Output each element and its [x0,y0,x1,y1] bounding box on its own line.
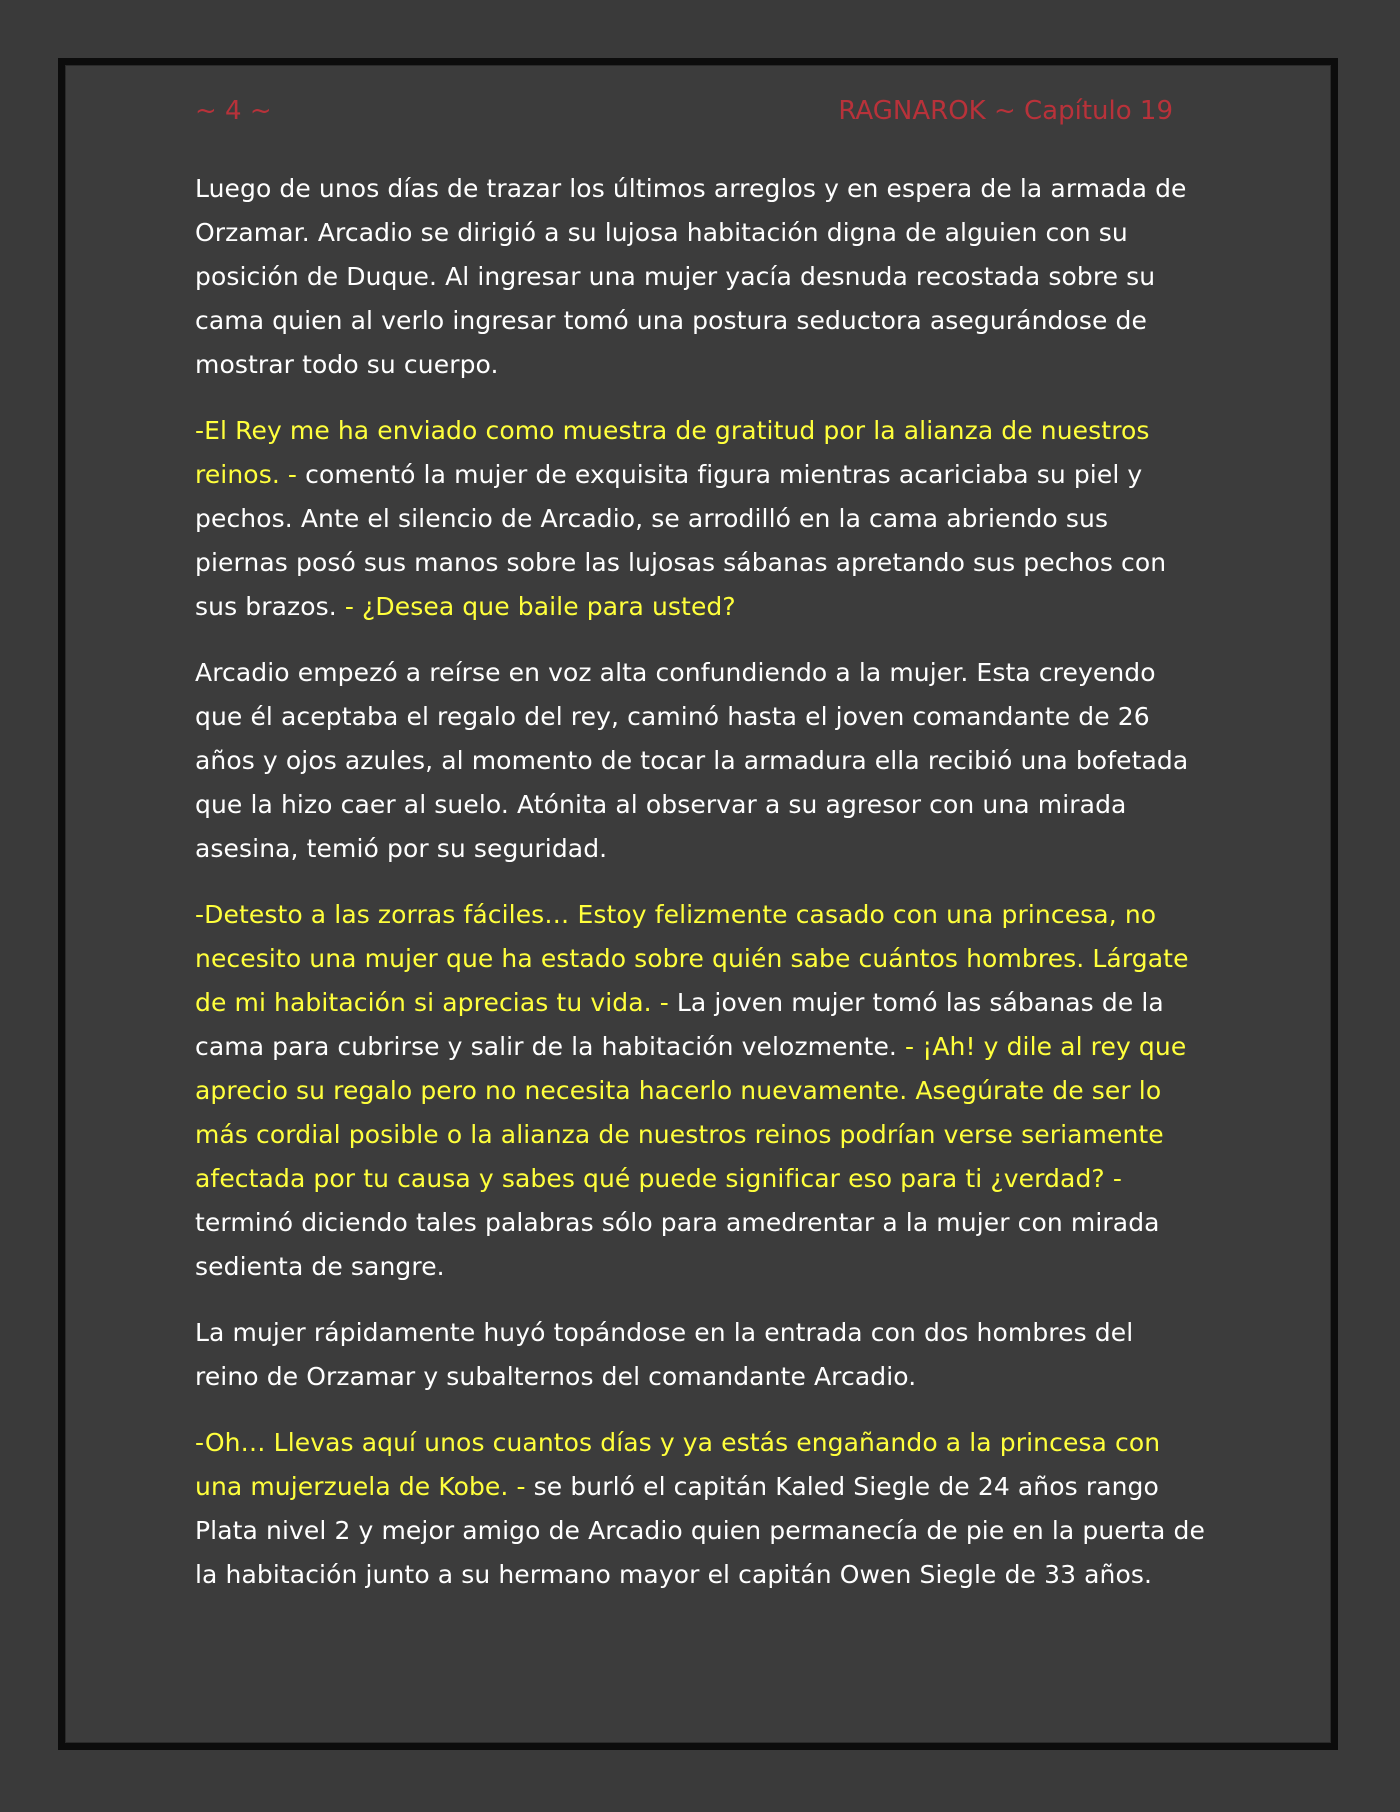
narration: La joven mujer tomó las sábanas de la cama para cubrirse y salir de la habitación velozmente. [195,988,1164,1061]
dialogue: -El Rey me ha enviado como muestra de gratitud por la alianza de nuestros reinos. - [195,416,1150,489]
book-page [58,58,1338,1750]
running-title: RAGNAROK ~ Capítulo 19 [838,96,1173,126]
narration: Luego de unos días de trazar los últimos arreglos y en espera de la armada de Orzamar. Arcadio se dirigió a su lujosa habitación digna de alguien con su posición de Duque. Al ingresar una mujer yacía desnuda recostada sobre su cama quien al verlo ingresar tomó una postura seductora asegurándose de mostrar todo su cuerpo. [195,174,1187,379]
paragraph [195,1421,1205,1597]
paragraph [195,651,1205,871]
page-header [65,93,1331,129]
dialogue: -Oh… Llevas aquí unos cuantos días y ya estás engañando a la princesa con una mujerzuela de Kobe. - [195,1428,1161,1501]
narration: terminó diciendo tales palabras sólo para amedrentar a la mujer con mirada sedienta de sangre. [195,1208,1160,1281]
page-number: ~ 4 ~ [195,96,272,126]
narration: La mujer rápidamente huyó topándose en la entrada con dos hombres del reino de Orzamar y subalternos del comandante Arcadio. [195,1318,1134,1391]
dialogue: - ¡Ah! y dile al rey que aprecio su regalo pero no necesita hacerlo nuevamente. Asegúrate de ser lo más cordial posible o la alianza de nuestros reinos podrían verse seriamente afectada por tu causa y sabes qué puede significar eso para ti ¿verdad? - [195,1032,1187,1193]
narration: Arcadio empezó a reírse en voz alta confundiendo a la mujer. Esta creyendo que él aceptaba el regalo del rey, caminó hasta el joven comandante de 26 años y ojos azules, al momento de tocar la armadura ella recibió una bofetada que la hizo caer al suelo. Atónita al observar a su agresor con una mirada asesina, temió por su seguridad. [195,658,1189,863]
paragraph [195,167,1205,387]
narration: se burló el capitán Kaled Siegle de 24 años rango Plata nivel 2 y mejor amigo de Arcadio quien permanecía de pie en la puerta de la habitación junto a su hermano mayor el capitán Owen Siegle de 33 años. [195,1472,1205,1589]
paragraph [195,409,1205,629]
narration: comentó la mujer de exquisita figura mientras acariciaba su piel y pechos. Ante el silencio de Arcadio, se arrodilló en la cama abriendo sus piernas posó sus manos sobre las lujosas sábanas apretando sus pechos con sus brazos. [195,460,1167,621]
dialogue: -Detesto a las zorras fáciles… Estoy felizmente casado con una princesa, no necesito una mujer que ha estado sobre quién sabe cuántos hombres. Lárgate de mi habitación si aprecias tu vida. - [195,900,1189,1017]
body-text [195,167,1205,1619]
paragraph [195,893,1205,1289]
paragraph [195,1311,1205,1399]
dialogue: - ¿Desea que baile para usted? [344,592,736,621]
